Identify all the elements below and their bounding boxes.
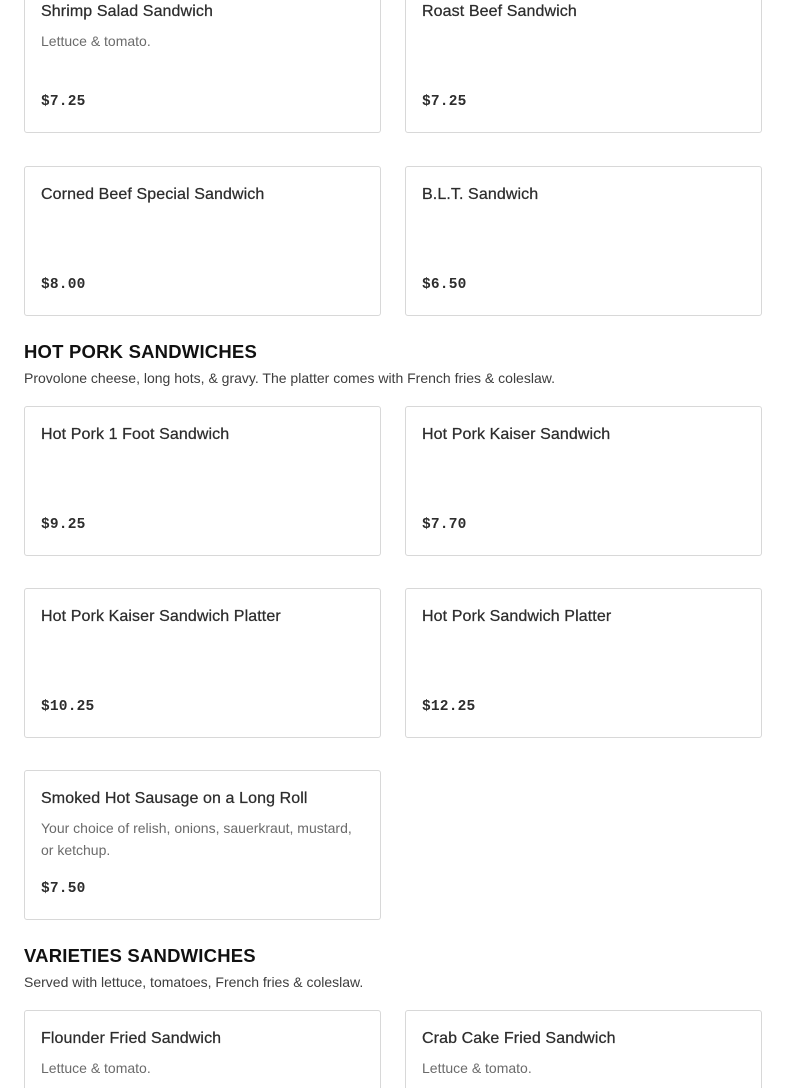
section-description: Served with lettuce, tomatoes, French fries & coleslaw. xyxy=(24,974,364,990)
menu-item-card[interactable] xyxy=(24,0,381,133)
section-title: VARIETIES SANDWICHES xyxy=(24,945,256,966)
menu-item-card[interactable] xyxy=(24,1010,381,1088)
item-name: B.L.T. Sandwich xyxy=(422,186,539,203)
item-price: $6.50 xyxy=(422,277,467,293)
item-name: Hot Pork Kaiser Sandwich Platter xyxy=(41,608,281,625)
item-price: $12.25 xyxy=(422,699,476,715)
menu-item-card[interactable] xyxy=(24,588,381,738)
item-price: $7.25 xyxy=(422,94,467,110)
section-title: HOT PORK SANDWICHES xyxy=(24,341,257,362)
menu-item-card[interactable] xyxy=(405,1010,762,1088)
item-name: Flounder Fried Sandwich xyxy=(41,1030,222,1047)
item-description: Lettuce & tomato. xyxy=(422,1060,532,1076)
item-name: Shrimp Salad Sandwich xyxy=(41,3,213,20)
item-name: Smoked Hot Sausage on a Long Roll xyxy=(41,790,308,807)
item-description: Lettuce & tomato. xyxy=(41,1060,151,1076)
item-name: Hot Pork Sandwich Platter xyxy=(422,608,612,625)
item-name: Crab Cake Fried Sandwich xyxy=(422,1030,616,1047)
item-name: Roast Beef Sandwich xyxy=(422,3,577,20)
item-name: Corned Beef Special Sandwich xyxy=(41,186,265,203)
menu-item-card[interactable] xyxy=(405,0,762,133)
menu-item-card[interactable] xyxy=(24,406,381,556)
menu-item-card[interactable] xyxy=(405,588,762,738)
item-price: $7.50 xyxy=(41,881,86,897)
item-description: Lettuce & tomato. xyxy=(41,33,151,49)
item-price: $9.25 xyxy=(41,517,86,533)
item-name: Hot Pork Kaiser Sandwich xyxy=(422,426,611,443)
menu-item-card[interactable] xyxy=(405,406,762,556)
item-price: $10.25 xyxy=(41,699,95,715)
item-price: $8.00 xyxy=(41,277,86,293)
menu-item-card[interactable] xyxy=(24,166,381,316)
section-description: Provolone cheese, long hots, & gravy. The platter comes with French fries & coleslaw. xyxy=(24,370,555,386)
item-description: Your choice of relish, onions, sauerkraut, mustard, or ketchup. xyxy=(41,820,352,858)
item-price: $7.70 xyxy=(422,517,467,533)
item-name: Hot Pork 1 Foot Sandwich xyxy=(41,426,230,443)
item-price: $7.25 xyxy=(41,94,86,110)
menu-item-card[interactable] xyxy=(405,166,762,316)
menu-item-card[interactable] xyxy=(24,770,381,920)
